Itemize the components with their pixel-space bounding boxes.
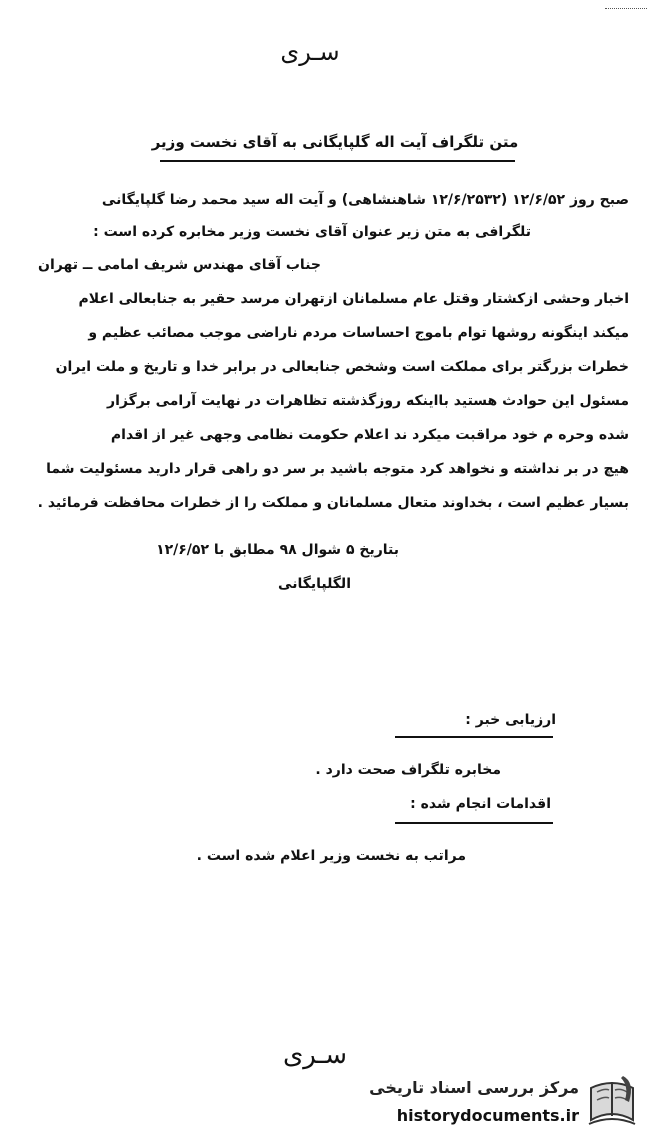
actions-underline	[395, 822, 553, 824]
evaluation-heading: ارزیابی خبر :	[465, 712, 556, 728]
document-subject: متن تلگراف آیت اله گلپایگانی به آقای نخست وزیر	[151, 133, 519, 151]
watermark-name: مرکز بررسی اسناد تاریخی	[369, 1078, 579, 1097]
page-corner-mark	[605, 0, 647, 9]
body-line-1: صبح روز ۱۲/۶/۵۲ (۱۲/۶/۲۵۳۲ شاهنشاهی) و آیت اله سید محمد رضا گلپایگانی	[101, 192, 629, 208]
subject-underline	[160, 160, 515, 162]
date-line: بتاریخ ۵ شوال ۹۸ مطابق با ۱۲/۶/۵۲	[156, 542, 399, 558]
watermark-url: historydocuments.ir	[396, 1106, 579, 1125]
evaluation-text: مخابره تلگراف صحت دارد .	[315, 762, 501, 778]
body-line-3: جناب آقای مهندس شریف امامی ــ تهران	[38, 257, 321, 273]
body-line-6: خطرات بزرگتر برای مملکت است وشخص جنابعالی در برابر خدا و تاریخ و ملت ایران	[55, 359, 629, 375]
body-line-9: هیچ در بر نداشته و نخواهد کرد متوجه باشید بر سر دو راهی قرار دارید مسئولیت شما	[46, 461, 629, 477]
body-line-8: شده وحره م خود مراقبت میکرد ند اعلام حکومت نظامی وجهی غیر از اقدام	[110, 427, 629, 443]
evaluation-underline	[395, 736, 553, 738]
body-line-5: میکند اینگونه روشها توام باموج احساسات مردم ناراضی موجب مصائب عظیم و	[88, 325, 629, 341]
actions-text: مراتب به نخست وزیر اعلام شده است .	[196, 848, 466, 864]
classification-bottom: سـری	[282, 1040, 348, 1070]
body-line-4: اخبار وحشی ازکشتار وقتل عام مسلمانان ازتهران مرسد حقیر به جنابعالی اعلام	[78, 291, 629, 307]
body-line-2: تلگرافی به متن زیر عنوان آقای نخست وزیر مخابره کرده است :	[93, 224, 531, 240]
actions-heading: اقدامات انجام شده :	[410, 796, 551, 812]
book-quill-logo-icon	[585, 1072, 639, 1130]
archive-watermark	[355, 1070, 645, 1136]
body-line-7: مسئول این حوادث هستید بااینکه روزگذشته تظاهرات در نهایت آرامی برگزار	[107, 393, 629, 409]
signature: الگلپایگانی	[278, 576, 351, 592]
body-line-10: بسیار عظیم است ، بخداوند متعال مسلمانان و مملکت را از خطرات محافظت فرمائید .	[37, 495, 629, 511]
classification-top: سـری	[280, 38, 340, 66]
